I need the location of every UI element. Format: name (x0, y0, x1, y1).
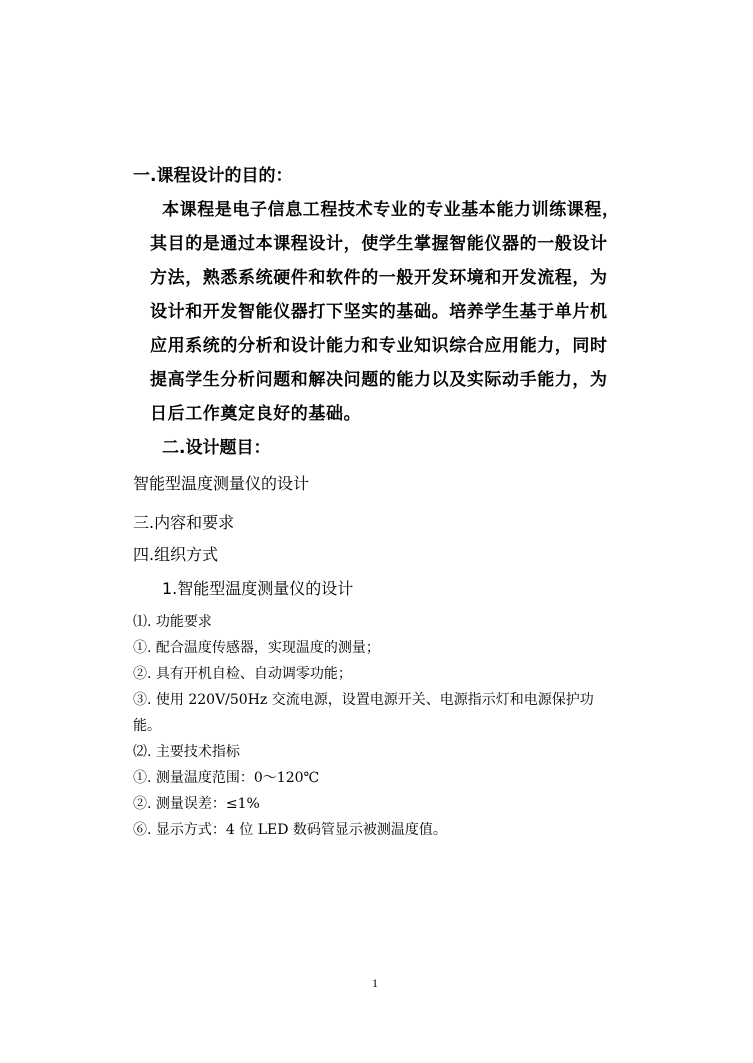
paragraph-line: 本课程是电子信息工程技术专业的专业基本能力训练课程， (162, 200, 620, 220)
list-item: ②. 测量误差：≤1% (133, 796, 260, 812)
list-item: ②. 具有开机自检、自动调零功能； (133, 666, 352, 682)
section-2-heading: 二.设计题目： (162, 438, 271, 458)
paragraph-line: 日后工作奠定良好的基础。 (150, 404, 362, 424)
page-number: 1 (372, 976, 378, 990)
section-4-heading: 四.组织方式 (133, 545, 219, 564)
paragraph-line: 其目的是通过本课程设计，使学生掌握智能仪器的一般设计 (150, 234, 608, 254)
paragraph-line: 设计和开发智能仪器打下坚实的基础。培养学生基于单片机 (150, 302, 608, 322)
paragraph-line: 提高学生分析问题和解决问题的能力以及实际动手能力，为 (150, 370, 608, 390)
list-item: ⑥. 显示方式：4 位 LED 数码管显示被测温度值。 (133, 822, 447, 838)
list-item: 能。 (133, 718, 161, 734)
technical-specs-title: ⑵. 主要技术指标 (133, 744, 240, 760)
subsection-heading: 1.智能型温度测量仪的设计 (162, 579, 354, 598)
function-requirements-title: ⑴. 功能要求 (133, 614, 212, 630)
list-item: ①. 测量温度范围：0～120℃ (133, 770, 320, 786)
design-topic: 智能型温度测量仪的设计 (133, 474, 310, 493)
list-item: ①. 配合温度传感器，实现温度的测量； (133, 640, 380, 656)
section-3-heading: 三.内容和要求 (133, 513, 235, 532)
list-item: ③. 使用 220V/50Hz 交流电源，设置电源开关、电源指示灯和电源保护功 (133, 692, 594, 708)
paragraph-line: 方法，熟悉系统硬件和软件的一般开发环境和开发流程，为 (150, 268, 608, 288)
section-1-heading: 一.课程设计的目的： (133, 166, 293, 186)
paragraph-line: 应用系统的分析和设计能力和专业知识综合应用能力，同时 (150, 336, 608, 356)
